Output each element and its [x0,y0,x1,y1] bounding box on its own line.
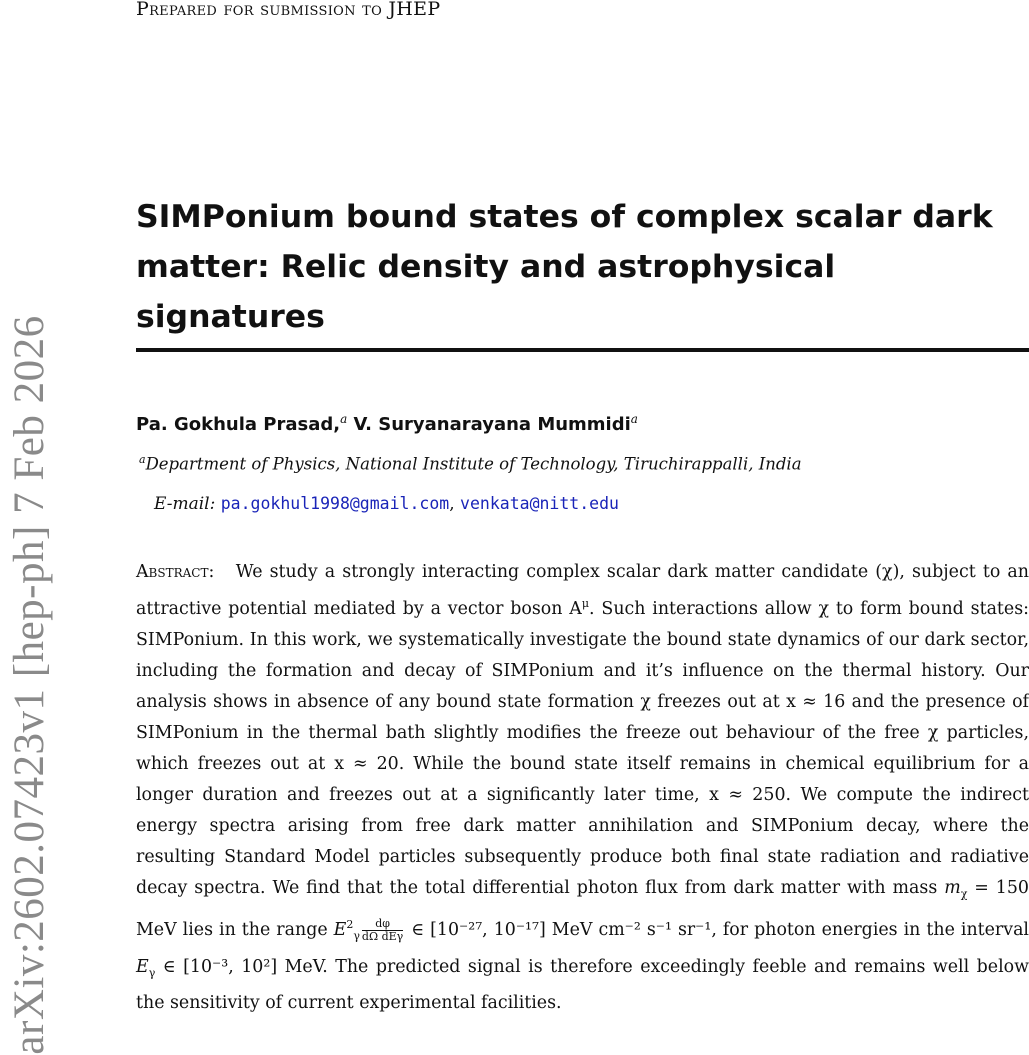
mass-subscript: χ [960,887,968,901]
abstract-heading: Abstract: [136,562,215,582]
flux-sup: 2 [346,918,354,932]
title-divider [136,348,1029,352]
flux-range: ∈ [10⁻²⁷, 10⁻¹⁷] MeV cm⁻² s⁻¹ sr⁻¹ [405,920,712,941]
energy-symbol: E [136,956,149,977]
energy-subscript: γ [148,966,156,979]
affiliation [139,453,802,474]
fraction-numerator: dφ [362,918,403,931]
author-name: Pa. Gokhula Prasad, [136,414,341,435]
flux-fraction [362,918,403,943]
mass-symbol: m [944,877,961,898]
abstract-text-3: , for photon energies in the interval [711,920,1029,941]
affil-text: Department of Physics, National Institute of Technology, Tiruchirappalli, India [145,454,802,474]
email-label: E-mail: [154,494,216,514]
author-affil-mark: a [340,412,348,426]
email-line [154,494,619,514]
arxiv-stamp: arXiv:2602.07423v1 [hep-ph] 7 Feb 2026 [6,315,53,1055]
abstract-text-1: We study a strongly interacting complex scalar dark matter candidate (χ), subject to an attractive potential mediated by a vector boson A [136,562,1029,619]
abstract-text-4: . The predicted signal is therefore exceedingly feeble and remains well below the sensitivity of current experimental facilities. [136,956,1029,1013]
mass-value: = 150 MeV lies in the range [136,877,1029,941]
affil-mark: a [139,453,146,466]
abstract-sup-mu: μ [581,597,590,610]
author-list [136,412,638,435]
email-link-2[interactable]: venkata@nitt.edu [460,494,619,513]
flux-sub: γ [353,929,360,943]
abstract-text-2: . Such interactions allow χ to form bound states: SIMPonium. In this work, we systematically investigate the bound state dynamics of our dark sector, including the formation and decay of SIMPonium and it’s influence on the thermal history. Our analysis shows in absence of any bound state formation χ freezes out at x ≈ 16 and the presence of SIMPonium in the thermal bath slightly modifies the freeze out behaviour of the free χ particles, which freezes out at x ≈ 20. While the bound state itself remains in chemical equilibrium for a longer duration and freezes out at a significantly later time, x ≈ 250. We compute the indirect energy spectra arising from free dark matter annihilation and SIMPonium decay, where the resulting Standard Model particles subsequently produce both final state radiation and radiative decay spectra. We find that the total differential photon flux from dark matter with mass [136,598,1029,898]
title-line-2: matter: Relic density and astrophysical signatures [136,249,836,335]
author-name: V. Suryanarayana Mummidi [353,414,631,435]
email-separator: , [449,494,461,514]
flux-energy-symbol: E [333,920,347,941]
email-link-1[interactable]: pa.gokhul1998@gmail.com [220,494,450,513]
fraction-denominator: dΩ dEγ [361,930,404,944]
title-line-1: SIMPonium bound states of complex scalar dark [136,199,993,235]
submission-header: Prepared for submission to JHEP [136,0,441,20]
author-affil-mark: a [630,412,638,426]
abstract [136,557,1029,1019]
energy-range: ∈ [10⁻³, 10²] MeV [155,956,323,977]
paper-title [136,192,1016,342]
